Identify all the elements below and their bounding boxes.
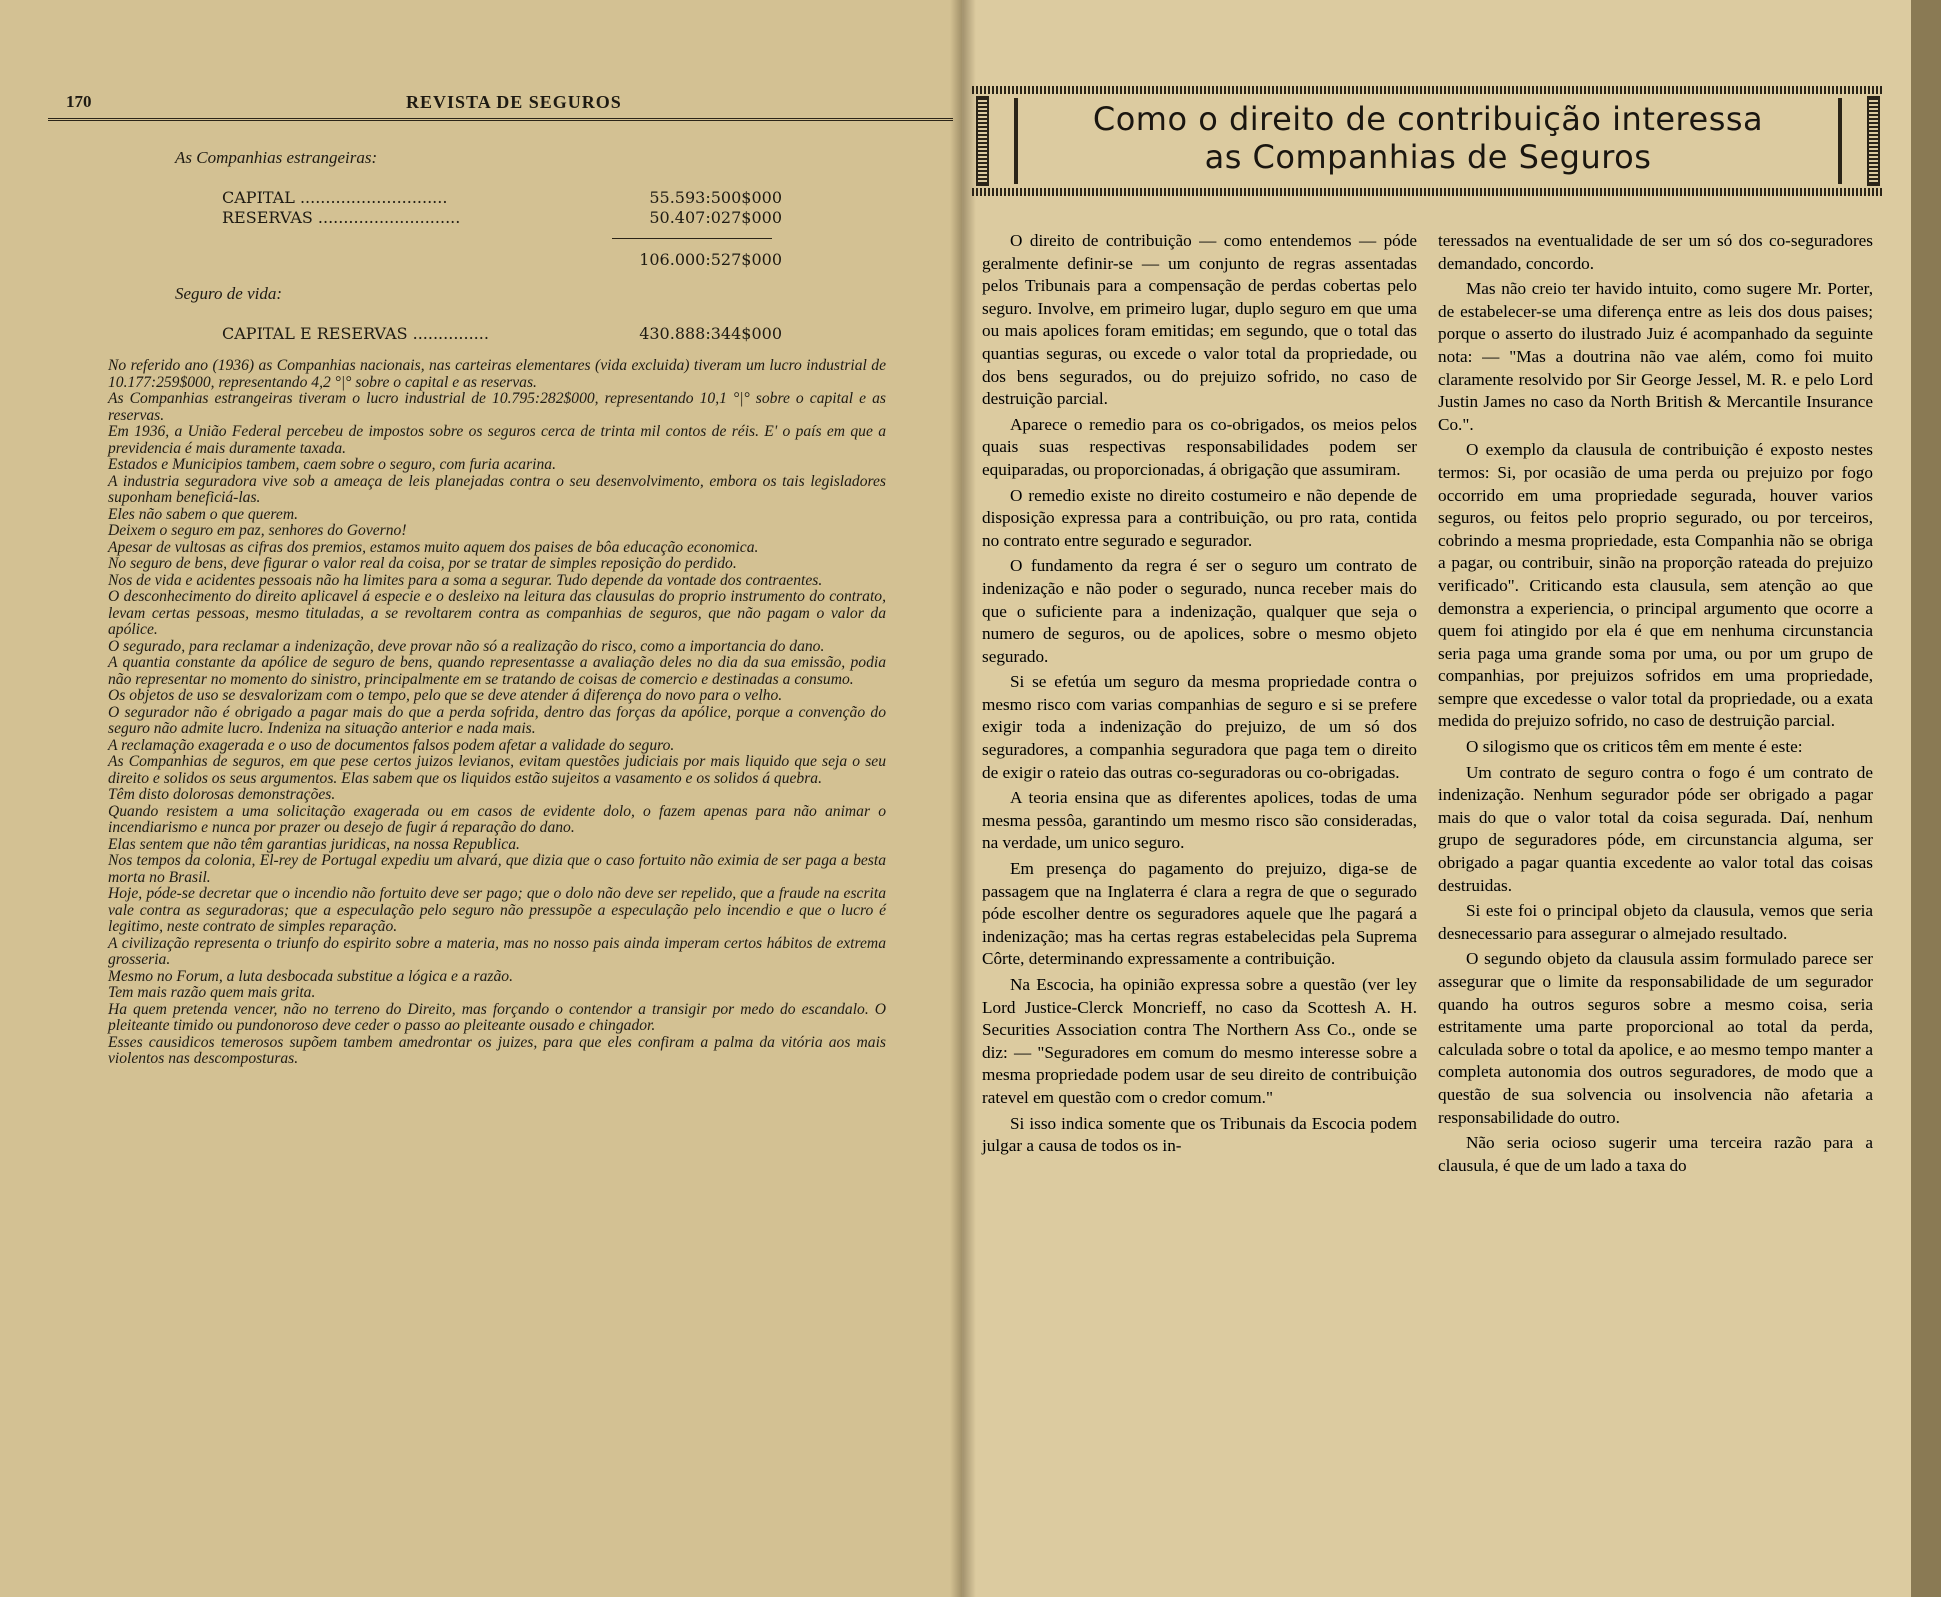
article-paragraph: O fundamento da regra é ser o seguro um contrato de indenização e não poder o segurado, nunca receber mais do que o suficiente para a indenização, qualquer que seja o numero de seguros, ou de apolices, sobre o mesmo objeto segurado. bbox=[982, 556, 1417, 666]
book-edge bbox=[1911, 0, 1941, 1597]
left-paragraph: Elas sentem que não têm garantias juridicas, na nossa Republica. bbox=[108, 835, 520, 853]
left-paragraph: O segurador não é obrigado a pagar mais do que a perda sofrida, dentro das forças da apólice, porque a convenção do seguro não admite lucro. Indeniza na situação anterior e nada mais. bbox=[108, 703, 886, 737]
article-title-banner bbox=[972, 86, 1884, 196]
left-paragraph: Nos de vida e acidentes pessoais não ha limites para a soma a segurar. Tudo depende da vontade dos contraentes. bbox=[108, 571, 823, 589]
left-paragraph: Ha quem pretenda vencer, não no terreno do Direito, mas forçando o contendor a transigir por medo do escandalo. O pleiteante timido ou pundonoroso deve ceder o passo ao pleiteante ousado e chingador. bbox=[108, 1000, 886, 1034]
left-paragraph: Nos tempos da colonia, El-rey de Portugal expediu um alvará, que dizia que o caso fortuito não eximia de ser paga a besta morta no Brasil. bbox=[108, 852, 886, 886]
banner-bottom-border bbox=[972, 188, 1884, 196]
left-paragraph: No seguro de bens, deve figurar o valor real da coisa, por se tratar de simples reposição do perdido. bbox=[108, 555, 737, 572]
left-paragraph: Deixem o seguro em paz, senhores do Governo! bbox=[108, 522, 407, 539]
left-paragraph: O segurado, para reclamar a indenização, deve provar não só a realização do risco, como a importancia do dano. bbox=[108, 637, 825, 655]
article-paragraph: Si este foi o principal objeto da clausula, vemos que seria desnecessario para assegurar o almejado resultado. bbox=[1438, 901, 1873, 943]
left-paragraph: Têm disto dolorosas demonstrações. bbox=[108, 786, 336, 803]
left-paragraph: Eles não sabem o que querem. bbox=[108, 505, 298, 523]
reserves-label: RESERVAS ............................ bbox=[222, 208, 461, 227]
banner-left-ornament bbox=[976, 96, 989, 186]
left-paragraph: As Companhias estrangeiras tiveram o lucro industrial de 10.795:282$000, representando 10,1 °|° sobre o capital e as reservas. bbox=[108, 390, 886, 424]
article-paragraph: O exemplo da clausula de contribuição é exposto nestes termos: Si, por ocasião de uma perda ou prejuizo por fogo occorrido em uma propriedade segurada, houver varios seguros, ou feitos pelo proprio segurado, ou por terceiros, cobrindo a mesma propriedade, esta Companhia não se obriga a pagar, ou contribuir, sinão na proporção rateada do prejuizo verificado". Criticando esta clausula, sem atenção ao que demonstra a experiencia, o principal argumento que ocorre a quem foi atingido por ela é que em nenhuma circunstancia seria paga uma grande soma por uma, ou por um grupo de companhias, por prejuizos sofridos em uma propriedade, sempre que excedesse o valor total da propriedade, ou a exata medida do prejuizo sofrido, no caso de destruição parcial. bbox=[1438, 440, 1873, 731]
left-paragraph: Hoje, póde-se decretar que o incendio não fortuito deve ser pago; que o dolo não deve ser repelido, que a fraude na escrita vale contra as seguradoras; que a especulação pelo seguro não pressupõe a especulação pelo incendio e que o lucro é legitimo, neste contrato de simples reparação. bbox=[108, 885, 886, 935]
left-page bbox=[0, 0, 962, 1597]
life-row-value: 430.888:344$000 bbox=[639, 324, 782, 343]
sum-rule bbox=[612, 238, 772, 239]
article-paragraph: Em presença do pagamento do prejuizo, diga-se de passagem que na Inglaterra é clara a regra de que o segurado póde escolher dentre os seguradores aquele que lhe pagará a indenização; mas ha certas regras estabelecidas pela Suprema Côrte, determinando expressamente a contribuição. bbox=[982, 859, 1417, 969]
article-paragraph: Na Escocia, ha opinião expressa sobre a questão (ver ley Lord Justice-Clerck Moncrieff, no caso da Scottesh A. H. Securities Association contra The Northern Ass Co., onde se diz: — "Seguradores em comum do mesmo interesse sobre a mesma propriedade podem usar de seu direito de contribuição ratevel em questão com o credor comum." bbox=[982, 975, 1417, 1107]
left-paragraph: A quantia constante da apólice de seguro de bens, quando representasse a avaliação deles no dia da sua emissão, podia não representar no momento do sinistro, principalmente em se tratando de coisas de comercio e destinadas a consumo. bbox=[108, 654, 886, 688]
total-value: 106.000:527$000 bbox=[639, 250, 782, 269]
banner-title-box bbox=[1014, 98, 1842, 184]
left-body-text bbox=[108, 358, 886, 1068]
left-paragraph: Apesar de vultosas as cifras dos premios, estamos muito aquem dos paises de bôa educação economica. bbox=[108, 538, 759, 556]
article-title bbox=[1018, 100, 1838, 176]
left-paragraph: O desconhecimento do direito aplicavel á especie e o desleixo na leitura das clausulas do proprio instrumento do contrato, levam certas pessoas, mesmo tituladas, a se revoltarem contra as companhias de seguros, que não pagam o valor da apólice. bbox=[108, 588, 886, 638]
page-number: 170 bbox=[66, 92, 92, 111]
capital-label: CAPITAL ............................. bbox=[222, 188, 448, 207]
left-paragraph: No referido ano (1936) as Companhias nacionais, nas carteiras elementares (vida excluida) tiveram um lucro industrial de 10.177:259$000, representando 4,2 °|° sobre o capital e as reservas. bbox=[108, 357, 886, 391]
article-column-2 bbox=[1438, 230, 1873, 1180]
article-paragraph: O silogismo que os criticos têm em mente é este: bbox=[1466, 737, 1803, 757]
foreign-companies-label: As Companhias estrangeiras: bbox=[175, 148, 378, 167]
left-paragraph: Tem mais razão quem mais grita. bbox=[108, 984, 316, 1001]
article-paragraph: A teoria ensina que as diferentes apolices, todas de uma mesma pessôa, garantindo um mesmo risco são consideradas, na verdade, um unico seguro. bbox=[982, 788, 1417, 853]
running-head bbox=[48, 92, 953, 121]
banner-right-ornament bbox=[1867, 96, 1880, 186]
capital-value: 55.593:500$000 bbox=[649, 188, 782, 207]
left-paragraph: Esses causidicos temerosos supõem tambem amedrontar os juizes, para que eles confiram a palma da vitória aos mais violentos nas descomposturas. bbox=[108, 1033, 886, 1067]
life-row-label: CAPITAL E RESERVAS ............... bbox=[222, 324, 489, 343]
article-paragraph: teressados na eventualidade de ser um só dos co-seguradores demandado, concordo. bbox=[1438, 231, 1873, 273]
journal-title: REVISTA DE SEGUROS bbox=[406, 92, 622, 112]
article-paragraph: Si isso indica somente que os Tribunais da Escocia podem julgar a causa de todos os in- bbox=[982, 1113, 1417, 1156]
left-paragraph: A civilização representa o triunfo do espirito sobre a materia, mas no nosso pais ainda imperam certos hábitos de extrema grosseria. bbox=[108, 934, 886, 968]
left-paragraph: A reclamação exagerada e o uso de documentos falsos podem afetar a validade do seguro. bbox=[108, 736, 675, 754]
left-paragraph: A industria seguradora vive sob a ameaça de leis planejadas contra o seu desenvolvimento, embora os tais legisladores suponham beneficiá-las. bbox=[108, 472, 886, 506]
article-title-line-1: Como o direito de contribuição interessa bbox=[1092, 100, 1764, 138]
left-paragraph: Em 1936, a União Federal percebeu de impostos sobre os seguros cerca de trinta mil contos de réis. E' o país em que a previdencia é mais duramente taxada. bbox=[108, 423, 886, 457]
article-paragraph: Mas não creio ter havido intuito, como sugere Mr. Porter, de estabelecer-se uma diferença entre as leis dos dous paises; porque o asserto do ilustrado Juiz é acompanhado da seguinte nota: — "Mas a doutrina não vae além, como foi muito claramente resolvido por Sir George Jessel, M. R. e pelo Lord Justin James no caso da North British & Mercantile Insurance Co.". bbox=[1438, 279, 1873, 434]
left-paragraph: Quando resistem a uma solicitação exagerada ou em casos de evidente dolo, o fazem apenas para não animar o incendiarismo e nunca por prazer ou desejo de fugir á reparação do dano. bbox=[108, 802, 886, 836]
article-column-1 bbox=[982, 230, 1417, 1161]
article-paragraph: O segundo objeto da clausula assim formulado parece ser assegurar que o limite da responsabilidade de um segurador quando ha outros seguros sobre a mesmo coisa, seria estritamente uma parte proporcional ao total da perda, calculada sobre o total da apolice, e ao mesmo tempo manter a completa autonomia dos outros seguradores, de modo que a questão de sua solvencia ou insolvencia não afetaria a responsabilidade do outro. bbox=[1438, 949, 1873, 1127]
reserves-value: 50.407:027$000 bbox=[649, 208, 782, 227]
article-paragraph: Um contrato de seguro contra o fogo é um contrato de indenização. Nenhum segurador póde ser obrigado a pagar mais do que o valor total da coisa segurada. Daí, nenhum grupo de seguradores póde, em circunstancia alguma, ser obrigado a pagar quantia excedente ao valor total das coisas destruidas. bbox=[1438, 762, 1873, 895]
article-paragraph: Não seria ocioso sugerir uma terceira razão para a clausula, é que de um lado a taxa do bbox=[1438, 1133, 1873, 1175]
book-gutter bbox=[950, 0, 976, 1597]
article-paragraph: O remedio existe no direito costumeiro e não depende de disposição expressa para a contribuição, ou pro rata, contida no contrato entre segurado e segurador. bbox=[982, 485, 1417, 550]
left-paragraph: Os objetos de uso se desvalorizam com o tempo, pelo que se deve atender á diferença do novo para o velho. bbox=[108, 687, 783, 704]
left-paragraph: As Companhias de seguros, em que pese certos juizos levianos, evitam questões judiciais por mais liquido que seja o seu direito e solidos os seus argumentos. Elas sabem que os liquidos estão sujeitos a vasamento e os solidos á quebra. bbox=[108, 753, 886, 787]
article-paragraph: O direito de contribuição — como entendemos — póde geralmente definir-se — um conjunto de regras assentadas pelos Tribunais para a compensação de perdas cobertas pelo seguro. Involve, em primeiro lugar, duplo seguro em que uma ou mais apolices foram emitidas; em segundo, que o total das quantias seguras, ou excede o valor total da propriedade, ou dos bens segurados, ou do prejuizo sofrido, no caso de destruição parcial. bbox=[982, 231, 1417, 409]
article-paragraph: Si se efetúa um seguro da mesma propriedade contra o mesmo risco com varias companhias de seguro e si se prefere exigir toda a indenização do prejuizo, de um só dos seguradores, a companhia seguradora que paga tem o direito de exigir o rateio das outras co-seguradoras ou co-obrigadas. bbox=[982, 672, 1417, 782]
life-insurance-label: Seguro de vida: bbox=[175, 284, 283, 303]
article-title-line-2: as Companhias de Seguros bbox=[1204, 138, 1652, 176]
banner-top-border bbox=[972, 86, 1884, 94]
left-paragraph: Estados e Municipios tambem, caem sobre o seguro, com furia acarina. bbox=[108, 456, 556, 473]
article-paragraph: Aparece o remedio para os co-obrigados, os meios pelos quais suas respectivas responsabilidades podem ser equiparadas, ou proporcionadas, á obrigação que assumiram. bbox=[982, 414, 1417, 479]
left-paragraph: Mesmo no Forum, a luta desbocada substitue a lógica e a razão. bbox=[108, 967, 513, 985]
